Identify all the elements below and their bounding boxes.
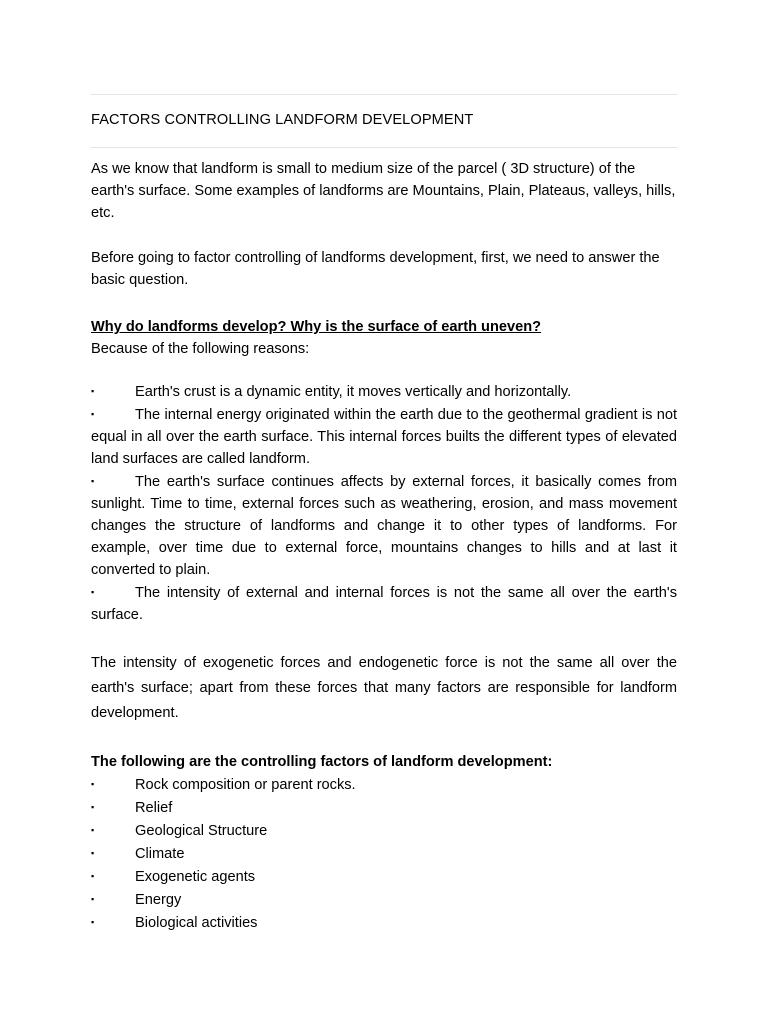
factor-item	[91, 773, 677, 796]
bullet-icon: ▪	[91, 917, 95, 927]
question-intro-paragraph-text: Before going to factor controlling of landforms development, first, we need to answer the basic question.	[91, 250, 660, 288]
reason-text: The internal energy originated within the earth due to the geothermal gradient is not equal in all over the earth surface. This internal forces builts the different types of elevated land surfaces are called landform.	[91, 407, 677, 467]
bullet-icon: ▪	[91, 871, 95, 881]
reason-text: Earth's crust is a dynamic entity, it moves vertically and horizontally.	[135, 384, 572, 400]
factor-item	[91, 865, 677, 888]
reason-item	[91, 403, 677, 470]
bullet-icon: ▪	[91, 587, 95, 597]
question-heading: Why do landforms develop? Why is the surface of earth uneven?	[91, 319, 542, 335]
reasons-list	[91, 380, 677, 626]
question-section	[91, 316, 677, 360]
factor-item	[91, 842, 677, 865]
bullet-icon: ▪	[91, 476, 95, 486]
reasons-list-container	[91, 380, 677, 626]
bullet-icon: ▪	[91, 779, 95, 789]
bullet-icon: ▪	[91, 848, 95, 858]
reason-item	[91, 581, 677, 626]
factors-heading: The following are the controlling factors of landform development:	[91, 754, 553, 770]
top-divider	[90, 94, 678, 95]
factor-item	[91, 911, 677, 934]
question-subheading: Because of the following reasons:	[91, 341, 310, 357]
reason-item	[91, 470, 677, 581]
forces-paragraph	[91, 651, 677, 726]
factor-text: Relief	[135, 800, 173, 816]
factor-text: Exogenetic agents	[135, 869, 256, 885]
bullet-icon: ▪	[91, 894, 95, 904]
intro-paragraph	[91, 158, 677, 224]
factor-text: Energy	[135, 892, 182, 908]
factor-text: Geological Structure	[135, 823, 268, 839]
bullet-icon: ▪	[91, 802, 95, 812]
bullet-icon: ▪	[91, 386, 95, 396]
factor-text: Biological activities	[135, 915, 258, 931]
reason-text: The intensity of external and internal forces is not the same all over the earth's surface.	[91, 585, 677, 623]
bullet-icon: ▪	[91, 409, 95, 419]
factor-text: Rock composition or parent rocks.	[135, 777, 356, 793]
reason-item	[91, 380, 677, 403]
factor-item	[91, 819, 677, 842]
factors-section	[91, 751, 677, 934]
title-divider	[90, 147, 678, 148]
reason-text: The earth's surface continues affects by external forces, it basically comes from sunlight. Time to time, external forces such as weathering, erosion, and mass movement changes the structure of landforms and change it to other types of landforms. For example, over time due to external force, mountains changes to hills and at last it converted to plain.	[91, 474, 677, 578]
bullet-icon: ▪	[91, 825, 95, 835]
factor-text: Climate	[135, 846, 185, 862]
factor-item	[91, 796, 677, 819]
document-title: FACTORS CONTROLLING LANDFORM DEVELOPMENT	[91, 112, 474, 128]
question-intro-paragraph	[91, 247, 677, 291]
factors-list	[91, 773, 677, 934]
factor-item	[91, 888, 677, 911]
intro-paragraph-text: As we know that landform is small to medium size of the parcel ( 3D structure) of the earth's surface. Some examples of landforms are Mountains, Plain, Plateaus, valleys, hills, etc.	[91, 161, 676, 221]
forces-paragraph-text: The intensity of exogenetic forces and endogenetic force is not the same all over the earth's surface; apart from these forces that many factors are responsible for landform development.	[91, 655, 677, 721]
